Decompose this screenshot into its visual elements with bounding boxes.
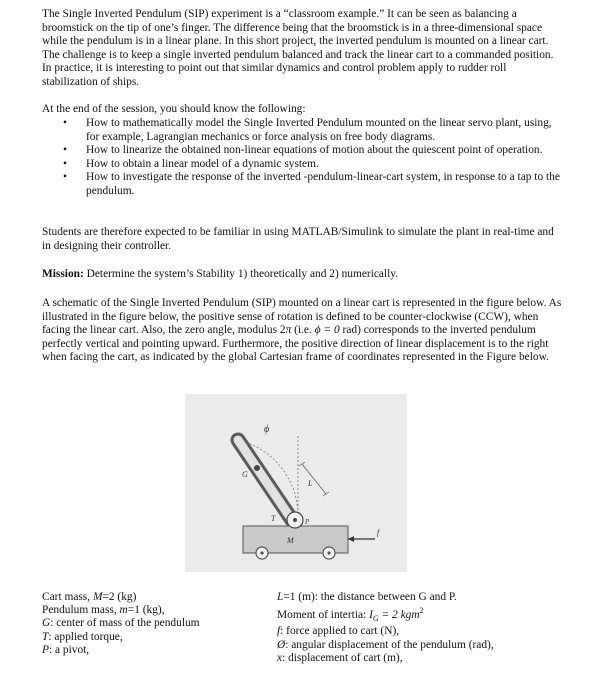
schematic-text-a: A schematic of the Single Inverted Pendulum (SIP) mounted on a linear cart is represented in the figure below. As illustrated in the figure below, the positive sense of rotation is defined to be counter-clockwise (CCW), when facing the linear cart. Also, the zero angle, modulus 2 <box>42 297 562 337</box>
length-tick <box>299 462 305 466</box>
bullet-icon: • <box>63 171 67 184</box>
G-label: G <box>242 470 248 479</box>
objective-text: How to obtain a linear model of a dynamic system. <box>86 157 319 170</box>
legend-item: Pendulum mass, m=1 (kg), <box>42 604 165 617</box>
legend-item: G: center of mass of the pendulum <box>42 617 200 630</box>
prerequisite-paragraph: Students are therefore expected to be familiar in using MATLAB/Simulink to simulate the plant in real-time and in designing their controller. <box>42 226 554 252</box>
cart-mass-label: M <box>287 536 294 545</box>
length-label: L <box>308 479 313 488</box>
length-tick <box>323 492 329 496</box>
length-dimension <box>302 464 326 494</box>
pendulum-diagram <box>185 394 407 572</box>
legend-item: T: applied torque, <box>42 630 123 643</box>
schematic-text-c: rad) corresponds to the inverted pendulum perfectly vertical and pointing upward. Furthermore, the positive direction of linear displacement is to the right when facing the cart, as indicated by the global Cartesian frame of coordinates represented in the Figure below. <box>42 324 549 364</box>
bullet-icon: • <box>63 117 67 129</box>
wheel-hub <box>327 551 330 554</box>
list-item <box>63 157 561 172</box>
objective-text: How to mathematically model the Single Inverted Pendulum mounted on the linear servo plant, using, for example, Lagrangian mechanics or force analysis on free body diagrams. <box>86 117 552 143</box>
torque-label: T <box>271 514 276 523</box>
pivot-center <box>293 518 297 522</box>
legend-left <box>42 591 200 657</box>
list-item <box>63 144 561 158</box>
objective-text: How to investigate the response of the inverted -pendulum-linear-cart system, in response to a tap to the pendulum. <box>86 171 560 197</box>
pivot-label: P <box>305 518 310 526</box>
legend-item: f: force applied to cart (N), <box>277 625 400 638</box>
legend-item: x: displacement of cart (m), <box>277 651 403 664</box>
objective-text: How to linearize the obtained non-linear equations of motion about the quiescent point of operation. <box>86 144 543 157</box>
wheel-hub <box>260 551 263 554</box>
phi-equation: ϕ = 0 <box>314 324 340 337</box>
force-label: f <box>377 528 380 537</box>
phi-label: ϕ <box>264 424 270 435</box>
legend-item: L=1 (m): the distance between G and P. <box>277 591 457 603</box>
legend-item: Ø: angular displacement of the pendulum (rad), <box>277 638 494 651</box>
pi-symbol: π <box>285 324 292 337</box>
bullet-icon: • <box>63 144 67 157</box>
schematic-paragraph <box>42 297 562 365</box>
mission-paragraph <box>42 268 562 282</box>
list-item <box>63 171 561 198</box>
mission-text: Determine the system’s Stability 1) theoretically and 2) numerically. <box>83 268 399 280</box>
bullet-icon: • <box>63 157 67 170</box>
legend-item: Moment of intertia: $I_G = 2$ kgm$^2$ <box>277 606 424 624</box>
objectives-list <box>63 117 561 199</box>
list-item <box>63 117 561 144</box>
center-of-mass-marker <box>254 465 260 471</box>
legend-item: Cart mass, M=2 (kg) <box>42 591 137 603</box>
pendulum-figure <box>185 394 407 572</box>
objectives-lead: At the end of the session, you should know the following: <box>42 103 306 115</box>
legend-right <box>277 591 494 665</box>
legend-item: P: a pivot, <box>42 643 90 656</box>
mission-label: Mission: <box>42 268 84 280</box>
intro-paragraph: The Single Inverted Pendulum (SIP) experiment is a “classroom example.” It can be seen as balancing a broomstick on the tip of one’s finger. The difference being that the broomstick is in a three-dimensional space while the pendulum is in a linear plane. In this short project, the inverted pendulum is mounted on a linear cart. The challenge is to keep a single inverted pendulum balanced and track the linear cart to a commanded position. In practice, it is interesting to point out that similar dynamics and control problem apply to rudder roll stabilization of ships. <box>42 8 554 88</box>
schematic-text-b: (i.e. <box>291 324 315 337</box>
force-arrowhead <box>348 536 354 542</box>
